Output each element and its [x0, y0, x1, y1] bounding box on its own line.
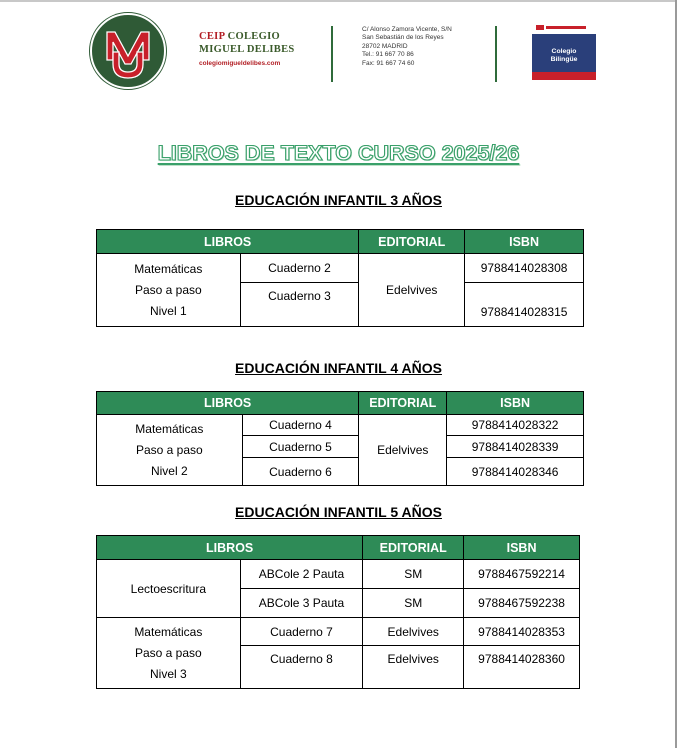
book-cell: Cuaderno 7	[240, 618, 363, 646]
isbn-cell: 9788414028339	[447, 436, 584, 458]
school-website: colegiomigueldelibes.com	[199, 60, 281, 67]
page-top-edge	[0, 0, 677, 2]
editorial-cell: Edelvives	[363, 646, 464, 689]
address-line: San Sebastián de los Reyes	[362, 34, 444, 42]
editorial-cell: SM	[363, 589, 464, 618]
bilingual-badge	[532, 22, 596, 80]
col-header-isbn: ISBN	[464, 536, 580, 560]
book-cell: Cuaderno 6	[242, 458, 359, 486]
editorial-cell: Edelvives	[359, 254, 465, 327]
col-header-libros: LIBROS	[97, 230, 359, 254]
school-logo	[89, 12, 167, 90]
school-name	[199, 30, 295, 67]
address-line: Fax: 91 667 74 60	[362, 59, 415, 67]
subject-cell: Matemáticas Paso a paso Nivel 1	[97, 254, 241, 327]
col-header-editorial: EDITORIAL	[363, 536, 464, 560]
mu-monogram-icon	[89, 12, 167, 90]
isbn-cell: 9788467592238	[464, 589, 580, 618]
school-line2: MIGUEL DELIBES	[199, 44, 295, 55]
editorial-cell: SM	[363, 560, 464, 589]
col-header-isbn: ISBN	[447, 392, 584, 415]
col-header-isbn: ISBN	[465, 230, 584, 254]
books-table-3-anos	[96, 229, 584, 327]
section-heading-5-anos: EDUCACIÓN INFANTIL 5 AÑOS	[235, 504, 442, 520]
book-cell: Cuaderno 3	[240, 283, 359, 327]
books-table-5-anos	[96, 535, 580, 689]
col-header-libros: LIBROS	[97, 392, 359, 415]
madrid-flag-icon	[536, 25, 544, 30]
address-line: C/ Alonso Zamora Vicente, S/N	[362, 26, 452, 33]
isbn-cell: 9788414028353	[464, 618, 580, 646]
isbn-cell: 9788467592214	[464, 560, 580, 589]
book-cell: Cuaderno 5	[242, 436, 359, 458]
address-line: Tel.: 91 667 70 86	[362, 51, 414, 59]
section-heading-3-anos: EDUCACIÓN INFANTIL 3 AÑOS	[235, 192, 442, 208]
school-address	[362, 26, 452, 68]
book-cell: ABCole 3 Pauta	[240, 589, 363, 618]
subject-cell: Matemáticas Paso a paso Nivel 3	[97, 618, 241, 689]
col-header-libros: LIBROS	[97, 536, 363, 560]
editorial-cell: Edelvives	[359, 415, 447, 486]
address-line: 28702 MADRID	[362, 42, 408, 50]
book-cell: Cuaderno 8	[240, 646, 363, 689]
badge-line1: Colegio	[551, 48, 577, 55]
isbn-cell: 9788414028308	[465, 254, 584, 283]
subject-cell: Lectoescritura	[97, 560, 241, 618]
page-title: LIBROS DE TEXTO CURSO 2025/26	[157, 141, 520, 165]
books-table-4-anos	[96, 391, 584, 486]
col-header-editorial: EDITORIAL	[359, 392, 447, 415]
school-prefix: CEIP	[199, 31, 225, 42]
isbn-cell: 9788414028322	[447, 415, 584, 436]
subject-cell: Matemáticas Paso a paso Nivel 2	[97, 415, 243, 486]
header-divider-1	[331, 26, 333, 82]
school-line1: COLEGIO	[224, 31, 280, 42]
editorial-cell: Edelvives	[363, 618, 464, 646]
letterhead	[85, 12, 615, 98]
book-cell: Cuaderno 4	[242, 415, 359, 436]
book-cell: ABCole 2 Pauta	[240, 560, 363, 589]
col-header-editorial: EDITORIAL	[359, 230, 465, 254]
badge-line2: Bilingüe	[550, 56, 578, 63]
section-heading-4-anos: EDUCACIÓN INFANTIL 4 AÑOS	[235, 360, 442, 376]
isbn-cell: 9788414028346	[447, 458, 584, 486]
isbn-cell: 9788414028315	[465, 283, 584, 327]
isbn-cell: 9788414028360	[464, 646, 580, 689]
book-cell: Cuaderno 2	[240, 254, 359, 283]
header-divider-2	[495, 26, 497, 82]
